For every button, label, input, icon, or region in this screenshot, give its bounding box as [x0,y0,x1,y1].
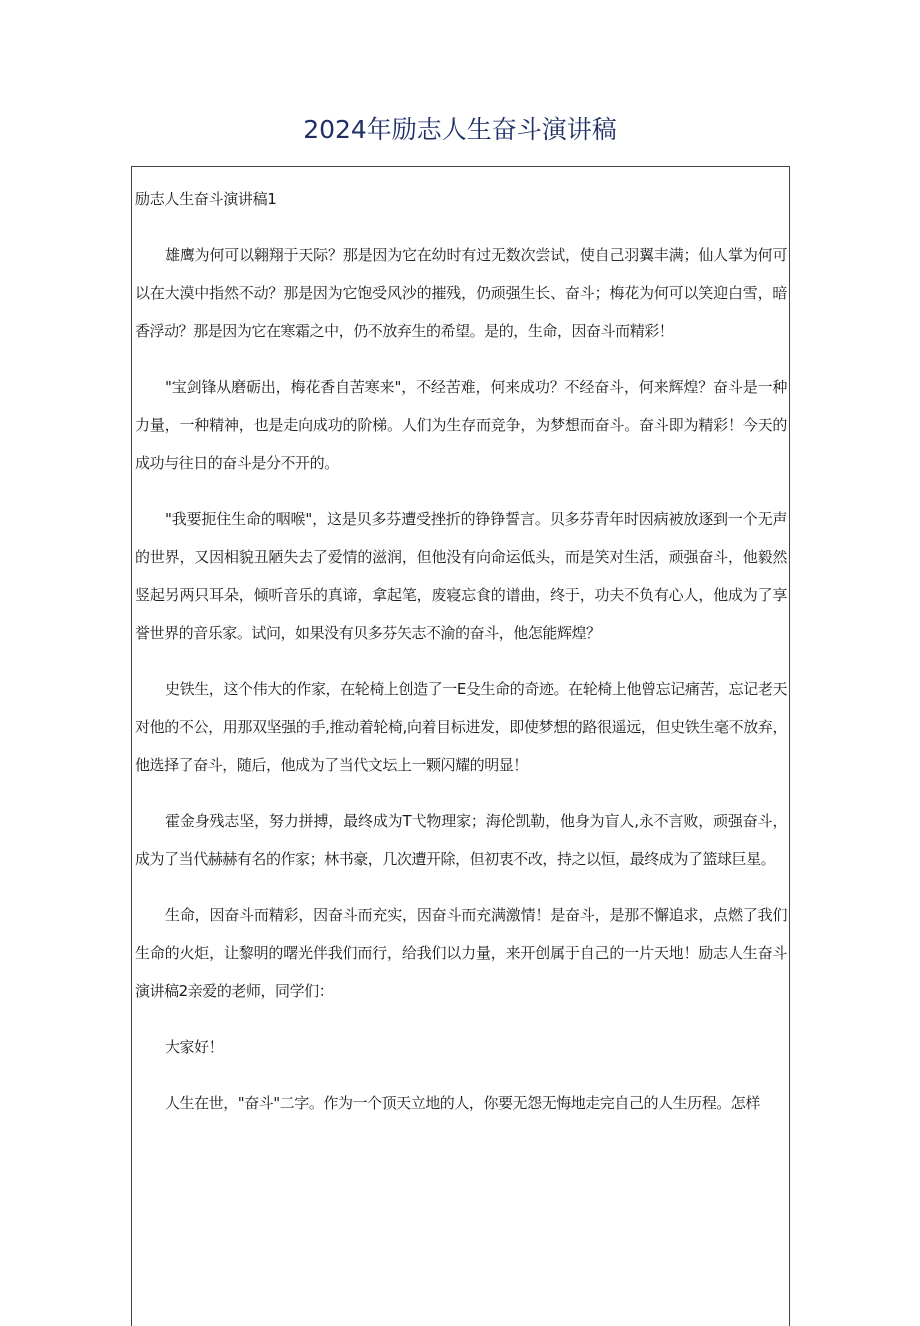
paragraph-greeting: 大家好！ [165,1038,224,1056]
paragraph-life: 人生在世，"奋斗"二字。作为一个顶天立地的人，你要无怨无悔地走完自己的人生历程。怎样 [165,1094,760,1112]
paragraph-beethoven: "我要扼住生命的咽喉"，这是贝多芬遭受挫折的铮铮誓言。贝多芬青年时因病被放逐到一个无声的世界，又因相貌丑陋失去了爱情的滋润，但他没有向命运低头，而是笑对生活，顽强奋斗，他毅然竖起另两只耳朵，倾听音乐的真谛，拿起笔，废寝忘食的谱曲，终于，功夫不负有心人，他成为了享誉世界的音乐家。试问，如果没有贝多芬矢志不渝的奋斗，他怎能辉煌？ [135,510,787,642]
section-heading: 励志人生奋斗演讲稿1 [135,190,277,208]
paragraph-shi-tiesheng: 史铁生，这个伟大的作家，在轮椅上创造了一E殳生命的奇迹。在轮椅上他曾忘记痛苦，忘记老天对他的不公，用那双坚强的手,推动着轮椅,向着目标进发，即使梦想的路很遥远，但史铁生毫不放弃，他选择了奋斗，随后，他成为了当代文坛上一颗闪耀的明显！ [135,680,787,774]
paragraph-conclusion: 生命，因奋斗而精彩，因奋斗而充实，因奋斗而充满激情！是奋斗，是那不懈追求，点燃了我们生命的火炬，让黎明的曙光伴我们而行，给我们以力量，来开创属于自己的一片天地！励志人生奋斗演讲稿2亲爱的老师，同学们： [135,906,787,1000]
paragraph-eagle: 雄鹰为何可以翱翔于天际？那是因为它在幼时有过无数次尝试，使自己羽翼丰满；仙人掌为何可以在大漠中指然不动？那是因为它饱受风沙的摧残，仍顽强生长、奋斗；梅花为何可以笑迎白雪，暗香浮动？那是因为它在寒霜之中，仍不放弃生的希望。是的，生命，因奋斗而精彩！ [135,246,787,340]
document-title: 2024年励志人生奋斗演讲稿 [303,115,617,144]
document-body [135,180,787,1122]
paragraph-hawking: 霍金身残志坚，努力拼搏，最终成为T弋物理家；海伦凯勒，他身为盲人,永不言败，顽强奋斗，成为了当代赫赫有名的作家；林书豪，几次遭开除，但初衷不改，持之以恒，最终成为了篮球巨星。 [135,812,787,868]
paragraph-sword: "宝剑锋从磨砺出，梅花香自苦寒来"，不经苦难，何来成功？不经奋斗，何来辉煌？奋斗是一种力量，一种精神，也是走向成功的阶梯。人们为生存而竞争，为梦想而奋斗。奋斗即为精彩！今天的成功与往日的奋斗是分不开的。 [135,378,787,472]
